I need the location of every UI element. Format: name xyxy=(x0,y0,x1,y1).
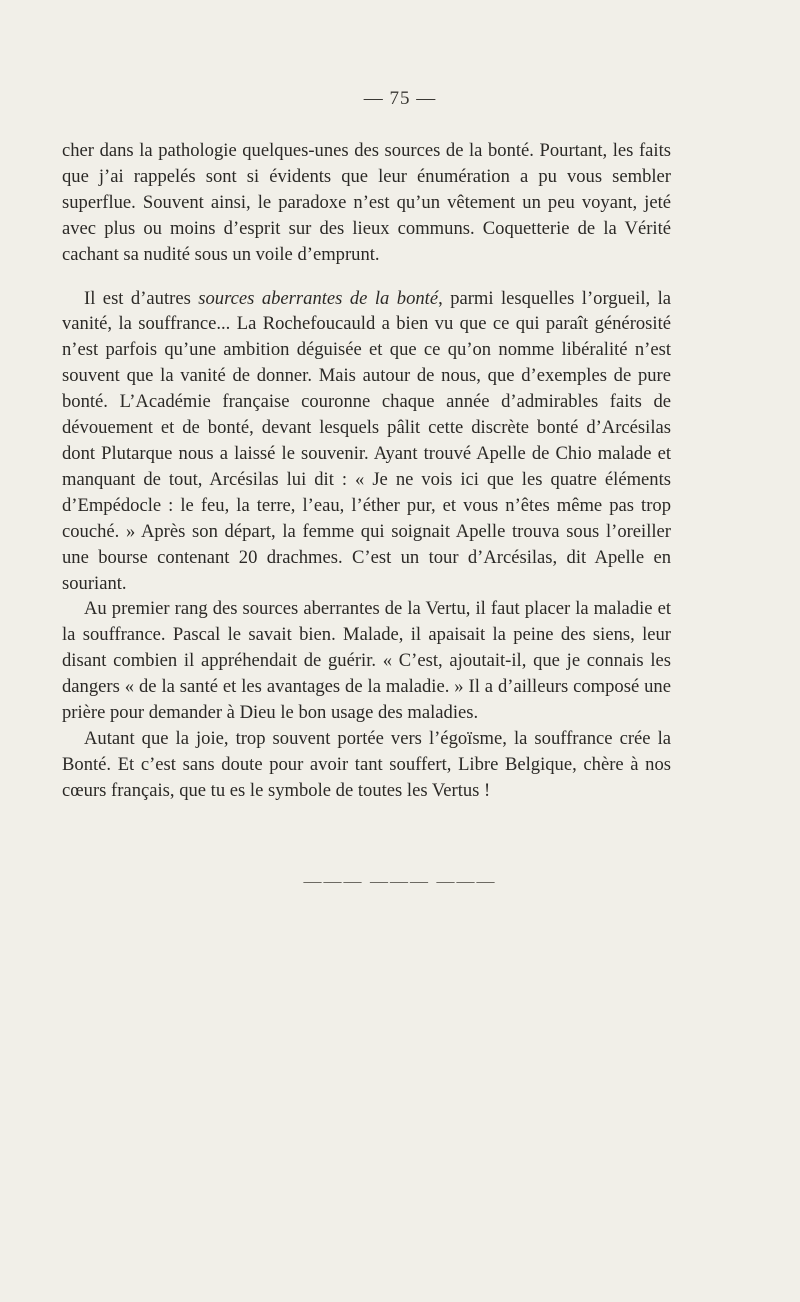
page-number: — 75 — xyxy=(363,88,437,109)
paragraph-2-italic-phrase: sources aberrantes de la bonté xyxy=(198,287,439,309)
body-text xyxy=(62,138,671,804)
paragraph-2-start: Il est d’autres xyxy=(84,287,199,309)
paragraph-1: cher dans la pathologie quelques-unes des sources de la bonté. Pourtant, les faits que j’ai rappelés sont si évidents que leur énumération a pu vous sembler superflue. Souvent ainsi, le paradoxe n’est qu’un vêtement un peu voyant, jeté avec plus ou moins d’esprit sur des lieux communs. Coquetterie de la Vérité cachant sa nudité sous un voile d’emprunt. xyxy=(62,140,671,265)
paragraph-2-rest: , parmi lesquelles l’orgueil, la vanité, la souffrance... La Rochefoucauld a bien vu que ce qui paraît générosité n’est parfois qu’une ambition déguisée et que ce qu’on nomme libéralité n’est souvent que la vanité de donner. Mais autour de nous, que d’exemples de pure bonté. L’Académie française couronne chaque année d’admirables faits de dévouement et de bonté, devant lesquels pâlit cette discrète bonté d’Arcésilas dont Plutarque nous a laissé le souvenir. Ayant trouvé Apelle de Chio malade et manquant de tout, Arcésilas lui dit : « Je ne vois ici que les quatre éléments d’Empédocle : le feu, la terre, l’eau, l’éther pur, et vous n’êtes même pas trop couché. » Après son départ, la femme qui soignait Apelle trouva sous l’oreiller une bourse contenant 20 drachmes. C’est un tour d’Arcésilas, dit Apelle en souriant. xyxy=(62,287,672,594)
paragraph-2 xyxy=(62,286,671,597)
paragraph-3: Au premier rang des sources aberrantes de la Vertu, il faut placer la maladie et la souffrance. Pascal le savait bien. Malade, il apaisait la peine des siens, leur disant combien il appréhendait de guérir. « C’est, ajoutait-il, que je connais les dangers « de la santé et les avantages de la maladie. » Il a d’ailleurs composé une prière pour demander à Dieu le bon usage des maladies. xyxy=(62,598,671,724)
closing-rule: ——— ——— ——— xyxy=(303,871,497,891)
paragraph-4: Autant que la joie, trop souvent portée vers l’égoïsme, la souffrance crée la Bonté. Et c’est sans doute pour avoir tant souffert, Libre Belgique, chère à nos cœurs français, que tu es le symbole de toutes les Vertus ! xyxy=(62,727,671,801)
